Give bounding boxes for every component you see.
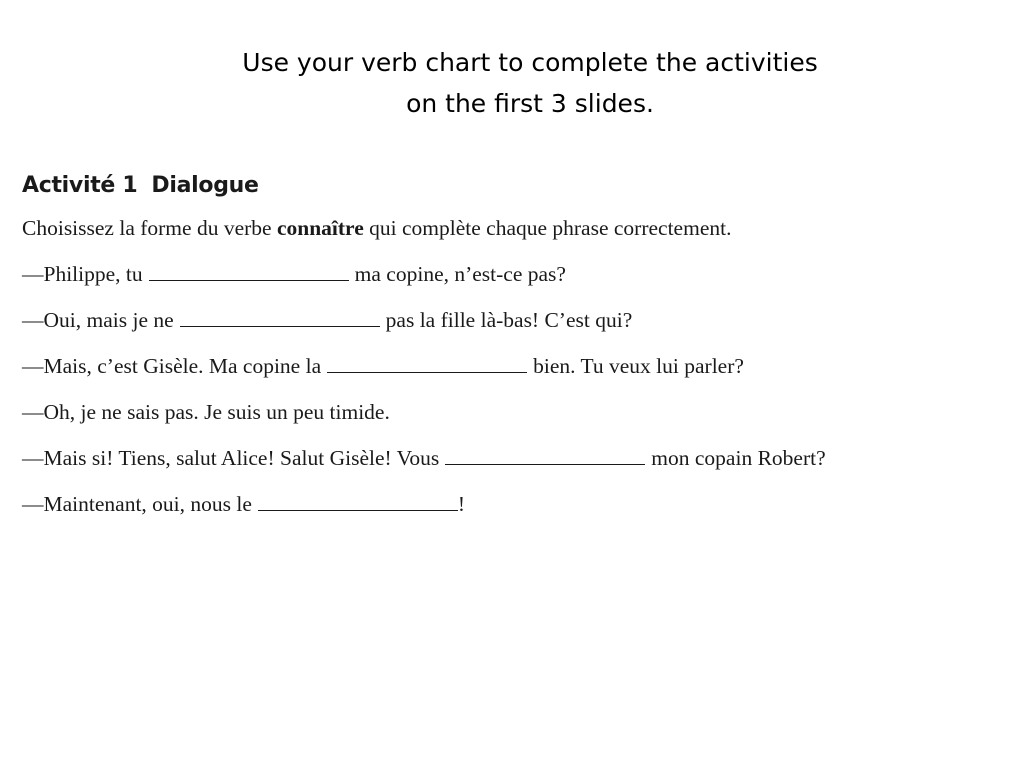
activity-label: Activité 1 xyxy=(22,173,138,198)
dialogue-text-before: —Oui, mais je ne xyxy=(22,308,174,332)
answer-blank-3 xyxy=(327,353,527,373)
dialogue-text-after: pas la fille là-bas! C’est qui? xyxy=(385,308,633,332)
answer-blank-2 xyxy=(180,307,380,327)
dialogue-line-1 xyxy=(22,260,1017,306)
dialogue-text-before: —Mais si! Tiens, salut Alice! Salut Gisèle! Vous xyxy=(22,446,440,470)
dialogue-text-before: —Maintenant, oui, nous le xyxy=(22,492,252,516)
directions-text-before: Choisissez la forme du verbe xyxy=(22,216,277,240)
dialogue-line-5 xyxy=(22,444,1017,490)
instruction-line-1: Use your verb chart to complete the activities xyxy=(242,48,818,77)
answer-blank-4 xyxy=(445,445,645,465)
dialogue-text-after: mon copain Robert? xyxy=(651,446,826,470)
worksheet-excerpt xyxy=(22,168,1017,536)
dialogue-line-4 xyxy=(22,398,1017,444)
dialogue-text-before: —Philippe, tu xyxy=(22,262,143,286)
instruction-line-2: on the first 3 slides. xyxy=(406,89,654,118)
dialogue-text-after: ! xyxy=(457,492,466,516)
directions-verb: connaître xyxy=(276,216,364,240)
dialogue-text-after: ma copine, n’est-ce pas? xyxy=(354,262,566,286)
answer-blank-1 xyxy=(149,261,349,281)
dialogue-line-6 xyxy=(22,490,1017,536)
dialogue-text-before: —Mais, c’est Gisèle. Ma copine la xyxy=(22,354,322,378)
dialogue-line-2 xyxy=(22,306,1017,352)
dialogue-line-3 xyxy=(22,352,1017,398)
activity-directions xyxy=(22,214,1017,242)
slide-instruction xyxy=(0,42,1024,124)
dialogue-text-after: bien. Tu veux lui parler? xyxy=(533,354,744,378)
activity-name: Dialogue xyxy=(151,173,259,198)
answer-blank-5 xyxy=(258,491,458,511)
dialogue-text: —Oh, je ne sais pas. Je suis un peu timide. xyxy=(22,400,390,424)
directions-text-after: qui complète chaque phrase correctement. xyxy=(363,216,732,240)
activity-title xyxy=(22,168,1017,204)
